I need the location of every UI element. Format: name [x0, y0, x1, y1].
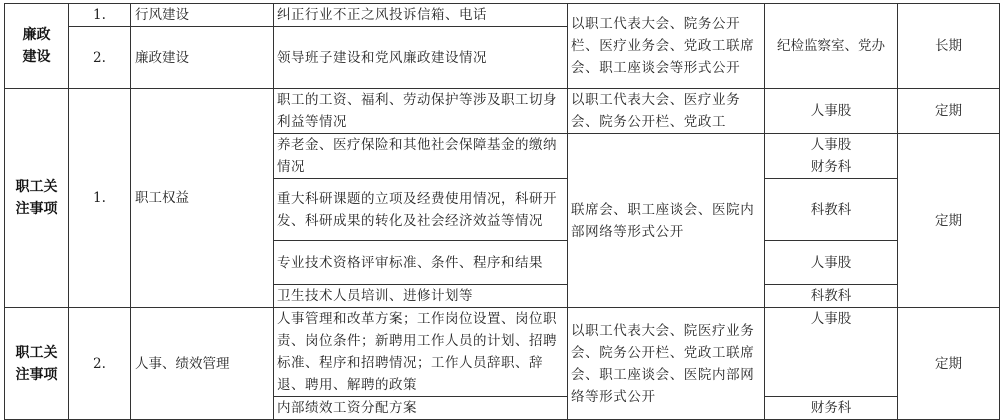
- content-cell: 人事管理和改革方案；工作岗位设置、岗位职责、岗位条件；新聘用工作人员的计划、招聘标准、程序和招聘情况；工作人员辞职、辞退、聘用、解聘的政策: [274, 308, 568, 397]
- item-name: 行风建设: [131, 4, 274, 27]
- responsible-dept-cell: 纪检监察室、党办: [765, 4, 898, 89]
- item-name: 廉政建设: [131, 27, 274, 89]
- responsible-dept-cell: 科教科: [765, 179, 898, 241]
- content-cell: 专业技术资格评审标准、条件、程序和结果: [274, 241, 568, 285]
- item-name: 职工权益: [131, 89, 274, 308]
- responsible-dept-cell: 人事股 财务科: [765, 134, 898, 179]
- responsible-dept-cell: 人事股: [765, 89, 898, 134]
- disclosure-form-cell: 联席会、职工座谈会、医院内部网络等形式公开: [568, 134, 765, 308]
- category-cell-lianzheng: 廉政 建设: [5, 4, 69, 89]
- row-number: 1.: [69, 4, 131, 27]
- content-cell: 内部绩效工资分配方案: [274, 397, 568, 420]
- content-cell: 重大科研课题的立项及经费使用情况，科研开发、科研成果的转化及社会经济效益等情况: [274, 179, 568, 241]
- content-cell: 纠正行业不正之风投诉信箱、电话: [274, 4, 568, 27]
- disclosure-form-cell: 以职工代表大会、医疗业务会、院务公开栏、党政工: [568, 89, 765, 134]
- item-name: 人事、绩效管理: [131, 308, 274, 420]
- row-number: 1.: [69, 89, 131, 308]
- category-cell-zhigong-2: 职工关 注事项: [5, 308, 69, 420]
- row-number: 2.: [69, 308, 131, 420]
- content-cell: 领导班子建设和党风廉政建设情况: [274, 27, 568, 89]
- disclosure-form-cell: 以职工代表大会、院医疗业务会、院务公开栏、党政工联席会、职工座谈会、医院内部网络等形式公开: [568, 308, 765, 420]
- content-cell: 卫生技术人员培训、进修计划等: [274, 285, 568, 308]
- responsible-dept-cell: 人事股: [765, 241, 898, 285]
- period-cell: 定期: [898, 89, 1000, 134]
- responsible-dept-cell: 科教科: [765, 285, 898, 308]
- period-cell: 定期: [898, 134, 1000, 308]
- period-cell: 长期: [898, 4, 1000, 89]
- content-cell: 职工的工资、福利、劳动保护等涉及职工切身利益等情况: [274, 89, 568, 134]
- category-cell-zhigong-1: 职工关 注事项: [5, 89, 69, 308]
- period-cell: 定期: [898, 308, 1000, 420]
- responsible-dept-cell: 人事股: [765, 308, 898, 397]
- content-cell: 养老金、医疗保险和其他社会保障基金的缴纳情况: [274, 134, 568, 179]
- disclosure-form-cell: 以职工代表大会、院务公开栏、医疗业务会、党政工联席会、职工座谈会等形式公开: [568, 4, 765, 89]
- responsible-dept-cell: 财务科: [765, 397, 898, 420]
- disclosure-table: [4, 3, 1000, 420]
- row-number: 2.: [69, 27, 131, 89]
